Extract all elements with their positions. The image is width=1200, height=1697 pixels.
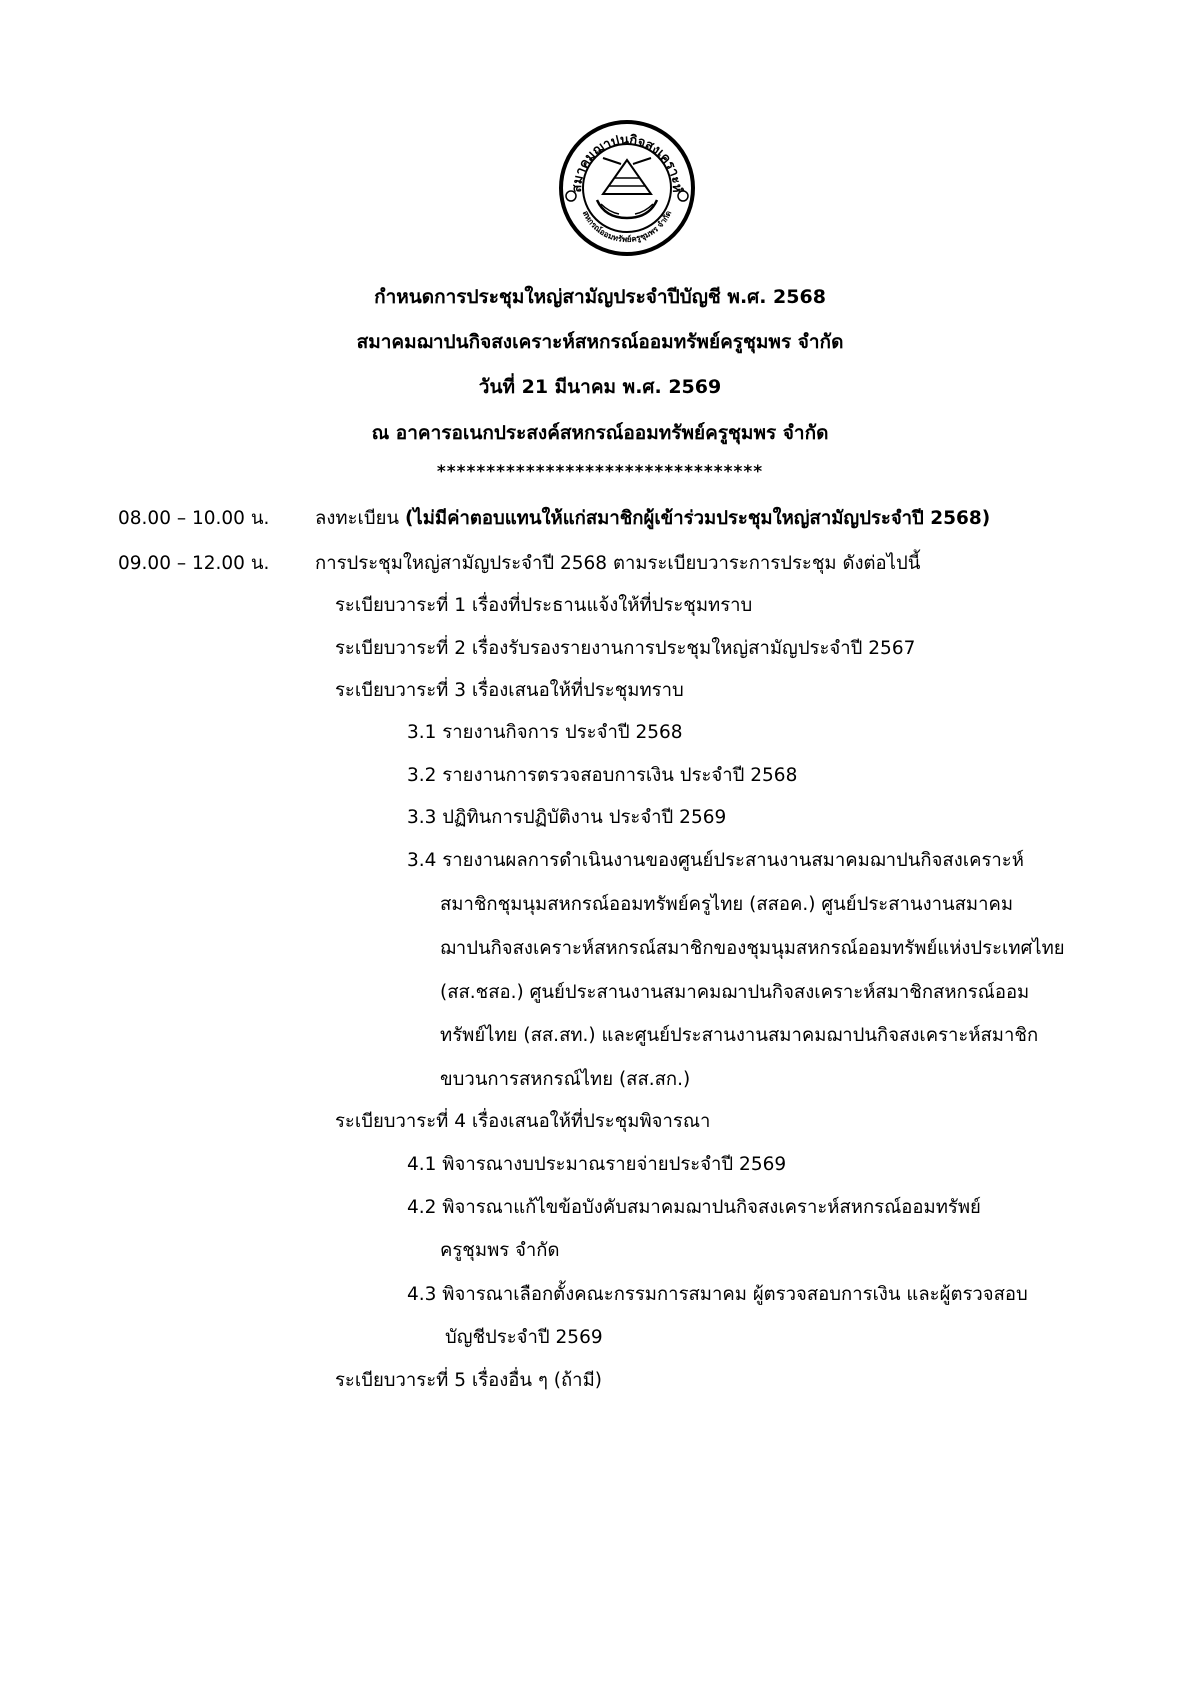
header-venue: ณ อาคารอเนกประสงค์สหกรณ์ออมทรัพย์ครูชุมพร จำกัด [371,422,829,444]
header-date: วันที่ 21 มีนาคม พ.ศ. 2569 [478,376,722,398]
agenda-item-4-3-line-2: บัญชีประจำปี 2569 [445,1327,603,1348]
agenda-item-3-4-line-4: (สส.ชสอ.) ศูนย์ประสานงานสมาคมฌาปนกิจสงเคราะห์สมาชิกสหกรณ์ออม [440,982,1030,1003]
agenda-item-4: ระเบียบวาระที่ 4 เรื่องเสนอให้ที่ประชุมพิจารณา [335,1111,711,1132]
header-association-name: สมาคมฌาปนกิจสงเคราะห์สหกรณ์ออมทรัพย์ครูชุมพร จำกัด [356,331,844,353]
registration-note: (ไม่มีค่าตอบแทนให้แก่สมาชิกผู้เข้าร่วมประชุมใหญ่สามัญประจำปี 2568) [404,508,991,529]
schedule-registration [315,510,990,529]
agenda-item-4-1: 4.1 พิจารณางบประมาณรายจ่ายประจำปี 2569 [407,1154,787,1175]
seal-top-text: สมาคมฌาปนกิจสงเคราะห์ [569,132,685,193]
agenda-item-4-2-line-1: 4.2 พิจารณาแก้ไขข้อบังคับสมาคมฌาปนกิจสงเคราะห์สหกรณ์ออมทรัพย์ [407,1197,981,1218]
agenda-item-3-4-line-6: ขบวนการสหกรณ์ไทย (สส.สก.) [440,1069,691,1090]
agenda-item-3-3: 3.3 ปฏิทินการปฏิบัติงาน ประจำปี 2569 [407,807,727,828]
registration-label: ลงทะเบียน [315,508,400,529]
agenda-item-5: ระเบียบวาระที่ 5 เรื่องอื่น ๆ (ถ้ามี) [335,1370,602,1391]
agenda-item-4-3-line-1: 4.3 พิจารณาเลือกตั้งคณะกรรมการสมาคม ผู้ตรวจสอบการเงิน และผู้ตรวจสอบ [407,1284,1028,1305]
agenda-item-3: ระเบียบวาระที่ 3 เรื่องเสนอให้ที่ประชุมทราบ [335,680,684,701]
seal-emblem-icon [597,158,657,218]
header-title-line-1: กำหนดการประชุมใหญ่สามัญประจำปีบัญชี พ.ศ. 2568 [374,286,826,308]
association-seal-logo [557,118,697,258]
agenda-item-3-2: 3.2 รายงานการตรวจสอบการเงิน ประจำปี 2568 [407,765,798,786]
agenda-item-3-1: 3.1 รายงานกิจการ ประจำปี 2568 [407,722,683,743]
agenda-item-3-4-line-1: 3.4 รายงานผลการดำเนินงานของศูนย์ประสานงานสมาคมฌาปนกิจสงเคราะห์ [407,850,1024,871]
seal-bottom-text: สหกรณ์ออมทรัพย์ครูชุมพร จำกัด [580,209,674,245]
schedule-time-registration: 08.00 – 10.00 น. [118,508,270,529]
agenda-item-3-4-line-5: ทรัพย์ไทย (สส.สท.) และศูนย์ประสานงานสมาคมฌาปนกิจสงเคราะห์สมาชิก [440,1025,1039,1046]
agenda-item-3-4-line-2: สมาชิกชุมนุมสหกรณ์ออมทรัพย์ครูไทย (สสอค.) ศูนย์ประสานงานสมาคม [440,894,1014,915]
agenda-item-2: ระเบียบวาระที่ 2 เรื่องรับรองรายงานการประชุมใหญ่สามัญประจำปี 2567 [335,638,916,659]
svg-text:สมาคมฌาปนกิจสงเคราะห์ [570,133,685,193]
svg-text:สหกรณ์ออมทรัพย์ครูชุมพร จำกัด [581,209,674,244]
header-star-divider: ********************************* [436,462,764,482]
agenda-item-1: ระเบียบวาระที่ 1 เรื่องที่ประธานแจ้งให้ที่ประชุมทราบ [335,595,753,616]
agenda-item-3-4-line-3: ฌาปนกิจสงเคราะห์สหกรณ์สมาชิกของชุมนุมสหกรณ์ออมทรัพย์แห่งประเทศไทย [440,938,1065,959]
schedule-time-meeting: 09.00 – 12.00 น. [118,553,270,574]
agenda-item-4-2-line-2: ครูชุมพร จำกัด [440,1240,560,1261]
schedule-meeting: การประชุมใหญ่สามัญประจำปี 2568 ตามระเบียบวาระการประชุม ดังต่อไปนี้ [315,553,921,574]
